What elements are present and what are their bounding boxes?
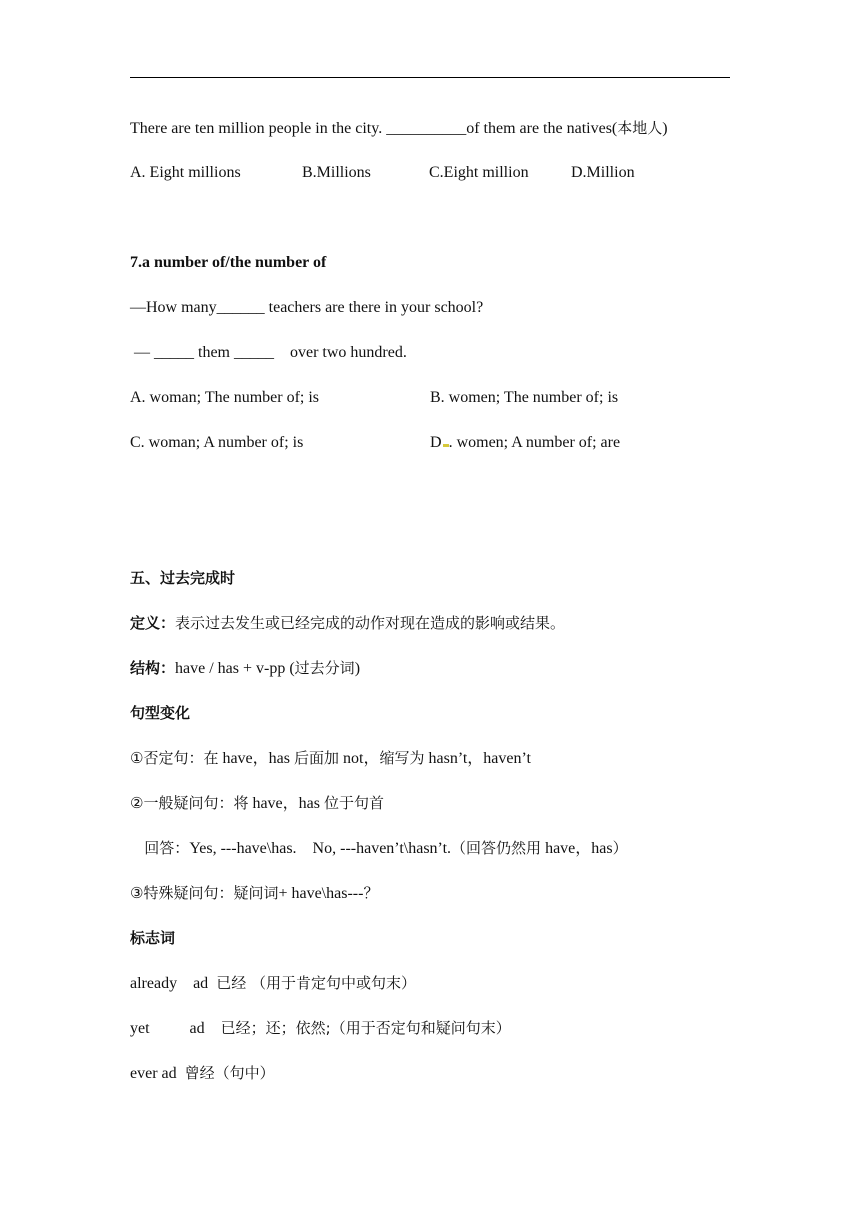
wh-formula: + have\has--- [278,885,364,902]
answer-line [130,838,628,859]
q6-option-d: D.Million [571,164,635,181]
question-have: have，has [248,795,324,812]
q7-option-c: C. woman; A number of; is [130,434,304,451]
answer-close: ） [612,839,628,857]
q7-line2: — _____ them _____ over two hundred. [130,344,407,361]
q6-option-b: B.Millions [302,164,371,181]
yet-meaning: 已经；还；依然;（用于否定句和疑问句末） [220,1019,511,1037]
q6-stem-close: ) [662,120,668,137]
structure-line [130,658,360,679]
question-label: ②一般疑问句：将 [130,794,249,812]
negative-label: ①否定句：在 [130,749,219,767]
structure-formula: have / has + v-pp ( [175,660,295,677]
question-line [130,793,384,814]
pattern-title: 句型变化 [130,704,191,722]
definition-line [130,613,565,634]
ever-line [130,1063,275,1084]
structure-label: 结构： [130,659,176,677]
q7-option-a: A. woman; The number of; is [130,389,320,406]
answer-note: （回答仍然用 [451,839,542,857]
q6-option-a: A. Eight millions [130,164,241,181]
wh-label: ③特殊疑问句：疑问词 [130,884,279,902]
q6-stem [130,118,668,139]
negative-contractions: hasn’t，haven’t [424,750,531,767]
ever-meaning: 曾经（句中） [184,1064,275,1082]
definition-text: 表示过去发生或已经完成的动作对现在造成的影响或结果。 [175,614,566,632]
negative-short: 缩写为 [379,749,425,767]
answer-examples: Yes, ---have\has. No, ---haven’t\hasn’t. [189,840,452,857]
negative-have: have，has [218,750,294,767]
already-word: already ad [130,975,217,992]
q7-option-d-text: . women; A number of; are [448,434,621,451]
q7-line1: —How many______ teachers are there in your school? [130,299,484,316]
definition-label: 定义： [130,614,176,632]
wh-question-line [130,883,378,904]
question-position: 位于句首 [324,794,385,812]
structure-close: ) [354,660,361,677]
section5-title: 五、过去完成时 [130,569,236,587]
top-divider [130,77,730,78]
structure-cn: 过去分词 [294,659,355,677]
already-line [130,973,416,994]
negative-line [130,748,531,769]
q7-heading: 7.a number of/the number of [130,254,327,271]
q7-option-b: B. women; The number of; is [430,389,619,406]
q6-option-c: C.Eight million [429,164,529,181]
q6-stem-text: There are ten million people in the city. __________of them are the natives( [130,120,618,137]
marker-title: 标志词 [130,929,176,947]
answer-have: have，has [541,840,613,857]
answer-label: 回答： [130,839,190,857]
wh-mark: ？ [363,884,379,902]
yet-line [130,1018,511,1039]
ever-word: ever ad [130,1065,185,1082]
negative-not: not， [339,750,380,767]
yet-word: yet ad [130,1020,221,1037]
q7-option-d-letter: D [430,434,442,451]
negative-after: 后面加 [294,749,340,767]
q6-stem-cn: 本地人 [617,119,663,137]
already-meaning: 已经 （用于肯定句中或句末） [216,974,416,992]
q7-option-d [430,433,620,453]
